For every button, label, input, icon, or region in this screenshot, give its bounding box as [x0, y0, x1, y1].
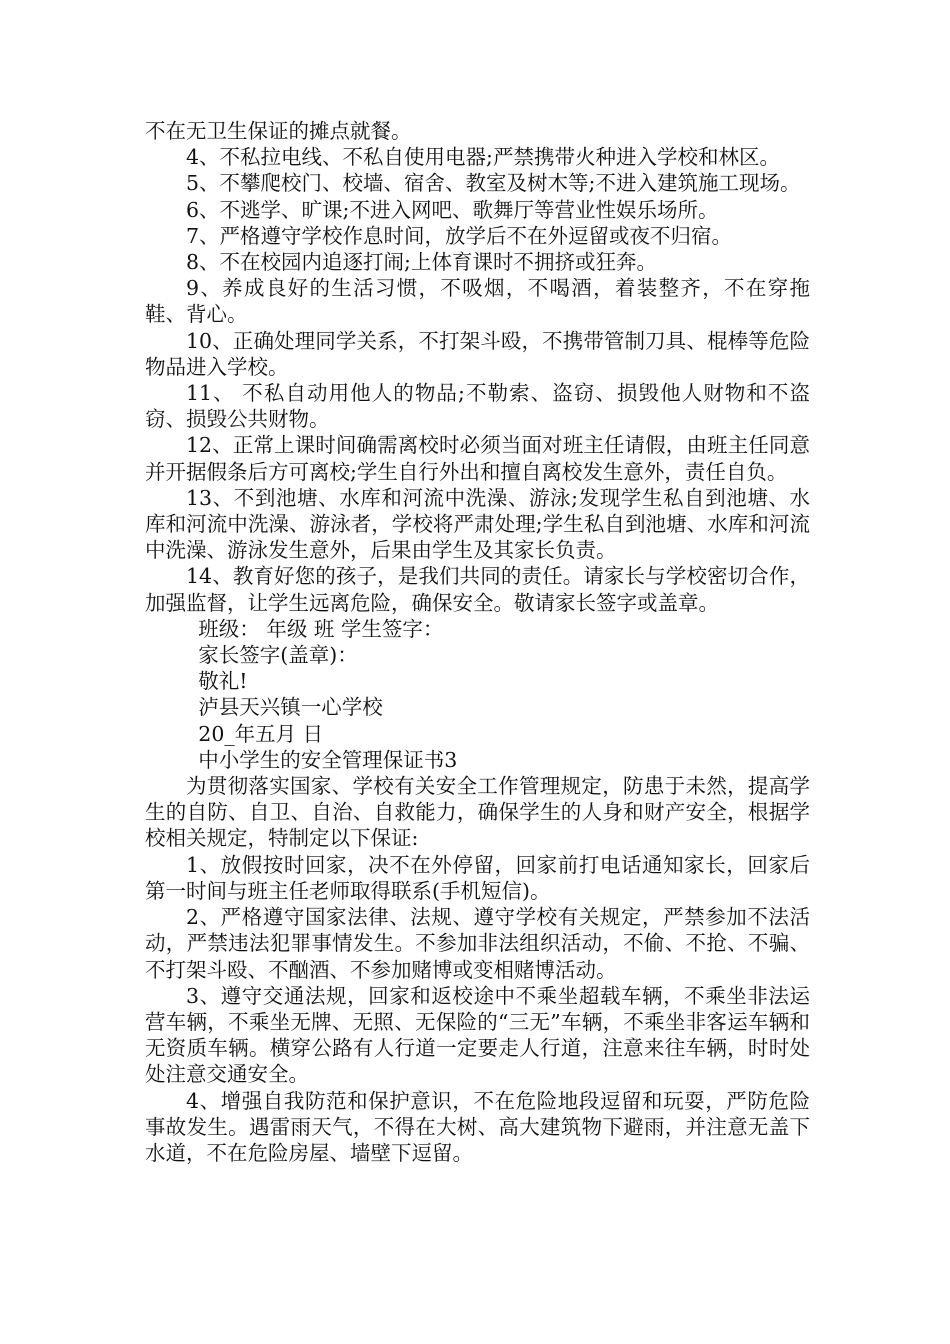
paragraph: 4、不私拉电线、不私自使用电器;严禁携带火种进入学校和林区。 — [186, 145, 780, 170]
paragraph: 12、正常上课时间确需离校时必须当面对班主任请假，由班主任同意并开据假条后方可离校;学生自行外出和擅自离校发生意外，责任自负。 — [145, 433, 810, 484]
salutation: 敬礼! — [198, 669, 248, 694]
paragraph: 为贯彻落实国家、学校有关安全工作管理规定，防患于未然，提高学生的自防、自卫、自治、自救能力，确保学生的人身和财产安全，根据学校相关规定，特制定以下保证: — [145, 774, 810, 851]
parent-signature-line: 家长签字(盖章)： — [198, 643, 358, 668]
paragraph: 11、 不私自动用他人的物品;不勒索、盗窃、损毁他人财物和不盗窃、损毁公共财物。 — [145, 381, 810, 432]
class-signature-line: 班级： 年级 班 学生签字： — [198, 616, 444, 641]
paragraph: 9、养成良好的生活习惯，不吸烟，不喝酒，着装整齐，不在穿拖鞋、背心。 — [145, 276, 810, 327]
paragraph: 1、放假按时回家，决不在外停留，回家前打电话通知家长，回家后第一时间与班主任老师取得联系(手机短信)。 — [145, 852, 810, 903]
paragraph: 7、严格遵守学校作息时间，放学后不在外逗留或夜不归宿。 — [186, 223, 733, 248]
paragraph: 4、增强自我防范和保护意识，不在危险地段逗留和玩耍，严防危险事故发生。遇雷雨天气，不得在大树、高大建筑物下避雨，并注意无盖下水道，不在危险房屋、墙壁下逗留。 — [145, 1088, 810, 1165]
paragraph: 8、不在校园内追逐打闹;上体育课时不拥挤或狂奔。 — [186, 250, 657, 275]
paragraph: 13、不到池塘、水库和河流中洗澡、游泳;发现学生私自到池塘、水库和河流中洗澡、游泳者，学校将严肃处理;学生私自到池塘、水库和河流中洗澡、游泳发生意外，后果由学生及其家长负责。 — [145, 485, 810, 563]
document-page — [145, 118, 810, 1166]
paragraph: 3、遵守交通法规，回家和返校途中不乘坐超载车辆，不乘坐非法运营车辆，不乘坐无牌、无照、无保险的“三无”车辆，不乘坐非客运车辆和无资质车辆。横穿公路有人行道一定要走人行道，注意来往车辆，时时处处注意交通安全。 — [145, 983, 810, 1087]
paragraph: 不在无卫生保证的摊点就餐。 — [145, 119, 412, 143]
paragraph: 10、正确处理同学关系，不打架斗殴，不携带管制刀具、棍棒等危险物品进入学校。 — [145, 328, 810, 379]
paragraph: 5、不攀爬校门、校墙、宿舍、教室及树木等;不进入建筑施工现场。 — [186, 171, 801, 196]
section-title: 中小学生的安全管理保证书3 — [198, 747, 458, 772]
date-line: 20_年五月 日 — [198, 721, 324, 746]
paragraph: 6、不逃学、旷课;不进入网吧、歌舞厅等营业性娱乐场所。 — [186, 197, 719, 222]
school-name: 泸县天兴镇一心学校 — [198, 695, 383, 720]
paragraph: 14、教育好您的孩子，是我们共同的责任。请家长与学校密切合作，加强监督，让学生远离危险，确保安全。敬请家长签字或盖章。 — [145, 564, 810, 615]
paragraph: 2、严格遵守国家法律、法规、遵守学校有关规定，严禁参加不法活动，严禁违法犯罪事情发生。不参加非法组织活动，不偷、不抢、不骗、不打架斗殴、不酗酒、不参加赌博或变相赌博活动。 — [145, 905, 810, 982]
